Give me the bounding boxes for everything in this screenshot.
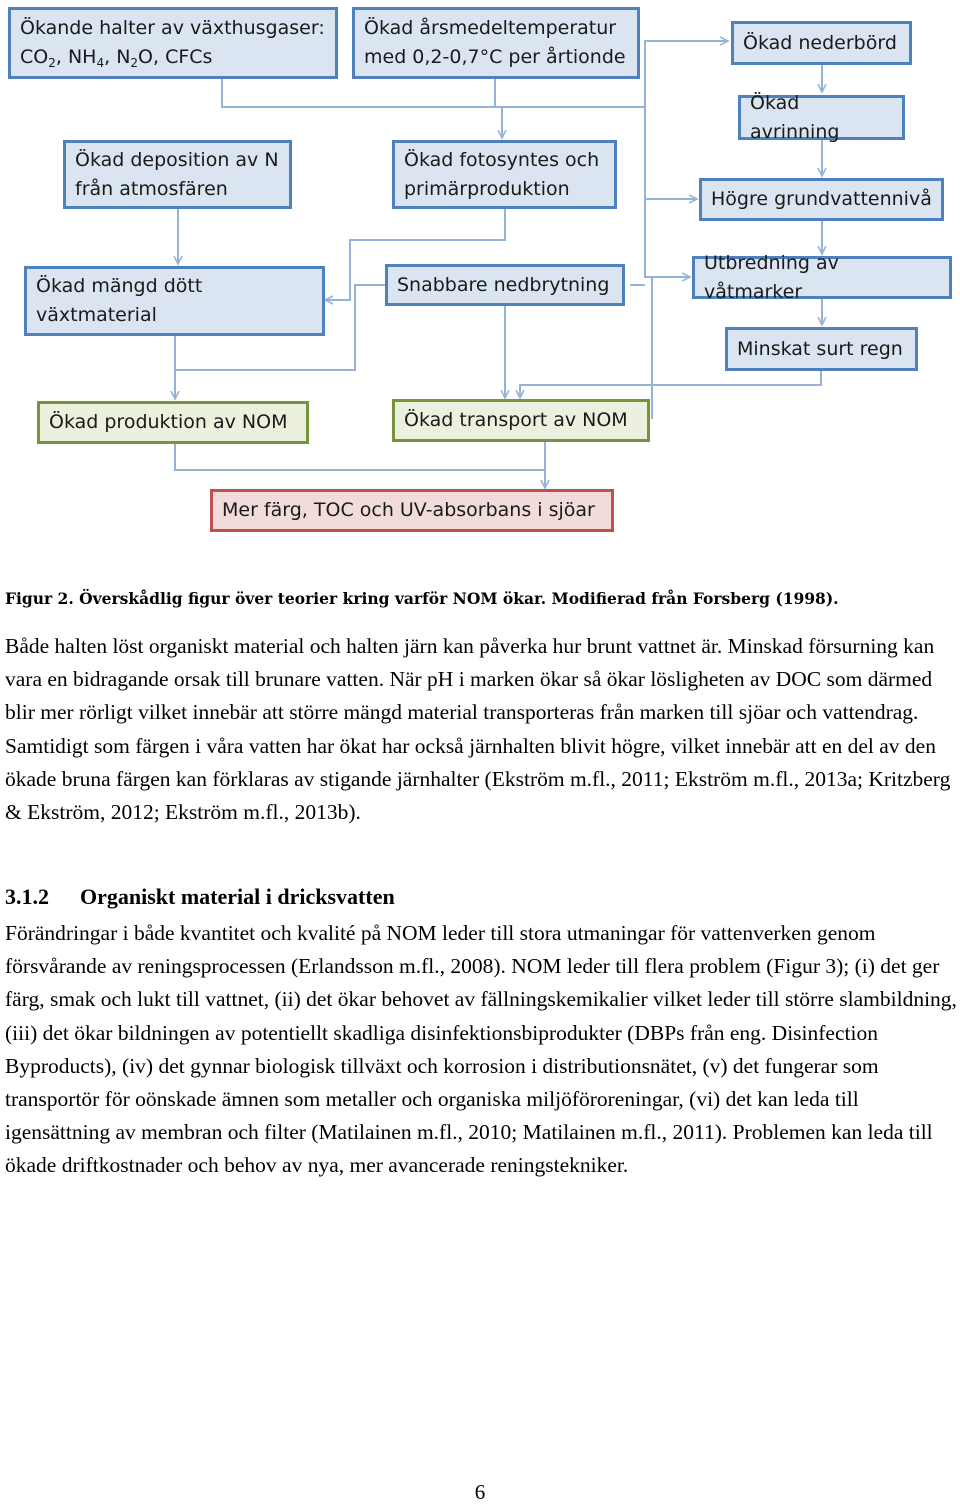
sub-four: 4 [96, 56, 105, 70]
connector-greenhouse-to-photosynthesis [222, 78, 502, 138]
sub-two: 2 [48, 56, 56, 70]
box-result-line1: Mer färg, TOC och UV-absorbans i sjöar [222, 499, 595, 521]
box-wetlands [692, 251, 952, 303]
box-n-deposition [63, 140, 292, 209]
box-acid-rain-line1: Minskat surt regn [737, 337, 903, 360]
box-temperature-line1: Ökad årsmedeltemperatur [364, 17, 617, 39]
connector-left-arrow-wetlands [645, 199, 690, 277]
paragraph-color-iron: Både halten löst organiskt material och halten järn kan påverka hur brunt vattnet är. Minskad försurning kan vara en bidragande orsak till brunare vatten. När pH i marken ökar så ökar lösligheten av DOC som därmed blir mer rörligt vilket innebär att större mängd material transporteras från marken till sjöar och vattendrag. Samtidigt som färgen i våra vatten har ökat har också järnhalten blivit högre, vilket innebär att en del av den ökade bruna färgen kan förklaras av stigande järnhalter (Ekström m.fl., 2011; Ekström m.fl., 2013a; Kritzberg & Ekström, 2012; Ekström m.fl., 2013b). [5, 634, 951, 825]
box-temperature [352, 7, 640, 79]
box-greenhouse-line2 [20, 43, 326, 72]
box-dead-material [24, 266, 325, 336]
box-decomposition-line1: Snabbare nedbrytning [397, 273, 610, 296]
box-temperature-line2: med 0,2-0,7°C per årtionde [364, 46, 626, 68]
box-precipitation-line1: Ökad nederbörd [743, 31, 897, 54]
section-heading [5, 884, 395, 910]
box-precipitation [731, 21, 912, 65]
section-title: Organiskt material i dricksvatten [80, 884, 395, 909]
page-number: 6 [474, 1480, 486, 1504]
box-nom-transport-line1: Ökad transport av NOM [404, 409, 628, 431]
box-greenhouse-line1: Ökande halter av växthusgaser: [20, 17, 325, 39]
text-co: CO [20, 46, 49, 68]
box-groundwater-line1: Högre grundvattennivå [711, 188, 932, 210]
text-nh: , NH [55, 46, 97, 68]
flow-diagram [0, 0, 960, 560]
box-nom-transport [392, 399, 650, 442]
box-result [210, 489, 614, 532]
box-dead-material-line2: växtmaterial [36, 304, 157, 326]
paragraph-drinking-water: Förändringar i både kvantitet och kvalité på NOM leder till stora utmaningar för vattenverken genom försvårande av reningsprocessen (Erlandsson m.fl., 2008). NOM leder till flera problem (Figur 3); (i) det ger färg, smak och lukt till vattnet, (ii) det ökar behovet av fällningskemikalier vilket leder till större slambildning, (iii) det ökar bildningen av potentiellt skadliga disinfektionsbiprodukter (DBPs från eng. Disinfection Byproducts), (iv) det gynnar biologisk tillväxt och korrosion i distributionsnätet, (v) det fungerar som transportör för oönskade ämnen som metaller och organiska miljöföroreningar, (vi) det kan leda till igensättning av membran och filter (Matilainen m.fl., 2010; Matilainen m.fl., 2011). Problemen kan leda till ökade driftkostnader och behov av nya, mer avancerade reningstekniker. [5, 921, 957, 1178]
box-runoff-line1: Ökad avrinning [750, 91, 840, 143]
box-dead-material-line1: Ökad mängd dött [36, 275, 203, 297]
box-photosynthesis-line1: Ökad fotosyntes och [404, 148, 600, 171]
text-n: , N [104, 46, 131, 68]
text-rest: O, CFCs [138, 46, 213, 68]
figure-caption: Figur 2. Överskådlig figur över teorier kring varför NOM ökar. Modifierad från Forsberg (1998). [5, 589, 839, 608]
box-n-deposition-line1: Ökad deposition av N [75, 148, 279, 171]
connector-left-arrow-groundwater [645, 107, 697, 199]
box-wetlands-line1: Utbredning av våtmarker [704, 251, 839, 303]
box-nom-production [37, 401, 309, 444]
box-nom-production-line1: Ökad produktion av NOM [49, 411, 288, 433]
box-n-deposition-line2: från atmosfären [75, 177, 228, 200]
box-acid-rain [725, 327, 918, 371]
box-groundwater [699, 178, 944, 221]
connector-nomproduction-to-result [175, 443, 545, 470]
sub-two-b: 2 [130, 56, 139, 70]
connector-acidrain-to-nomtransport [652, 371, 821, 419]
box-decomposition [385, 264, 625, 306]
box-runoff [738, 91, 905, 143]
box-greenhouse-gases [8, 7, 338, 79]
section-number: 3.1.2 [5, 884, 49, 909]
box-photosynthesis [392, 140, 617, 209]
box-photosynthesis-line2: primärproduktion [404, 177, 570, 200]
